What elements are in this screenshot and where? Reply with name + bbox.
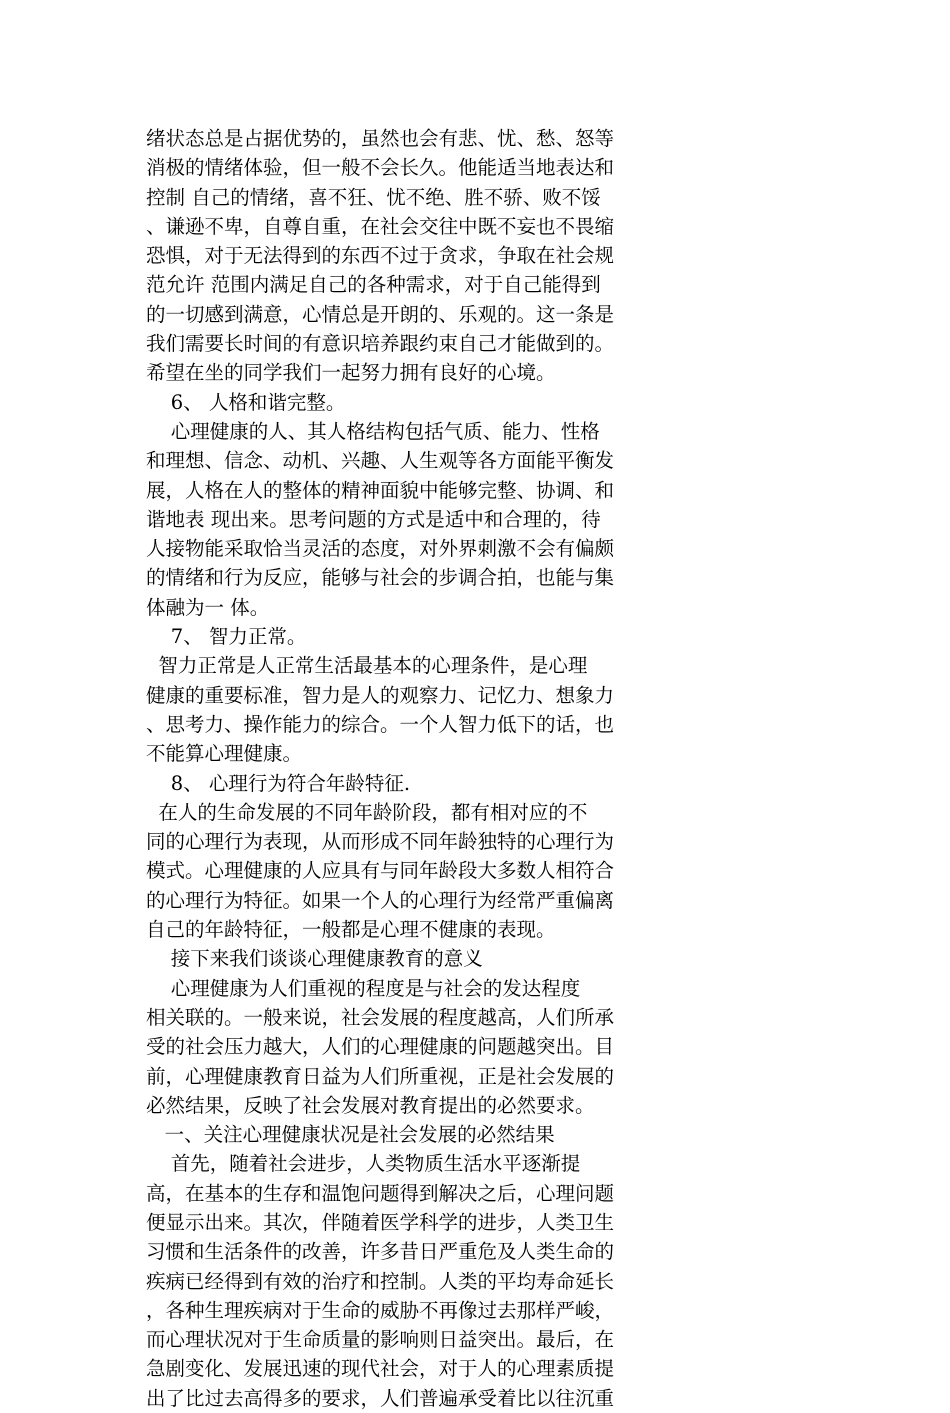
text-line: 急剧变化、发展迅速的现代社会，对于人的心理素质提 bbox=[146, 1357, 615, 1381]
text-line: 心理健康为人们重视的程度是与社会的发达程度 bbox=[146, 976, 581, 1000]
text-line: 模式。心理健康的人应具有与同年龄段大多数人相符合 bbox=[146, 859, 615, 883]
text-line: 疾病已经得到有效的治疗和控制。人类的平均寿命延长 bbox=[146, 1269, 615, 1293]
text-line: 一、关注心理健康状况是社会发展的必然结果 bbox=[146, 1123, 555, 1147]
text-line: 控制 自己的情绪，喜不狂、忧不绝、胜不骄、败不馁 bbox=[146, 185, 601, 209]
text-line: 同的心理行为表现，从而形成不同年龄独特的心理行为 bbox=[146, 830, 615, 854]
text-line: ，各种生理疾病对于生命的威胁不再像过去那样严峻， bbox=[146, 1298, 615, 1322]
text-line: 体融为一 体。 bbox=[146, 595, 270, 619]
text-line: 健康的重要标准，智力是人的观察力、记忆力、想象力 bbox=[146, 683, 615, 707]
text-line: 心理健康的人、其人格结构包括气质、能力、性格 bbox=[146, 419, 600, 443]
text-line: 高，在基本的生存和温饱问题得到解决之后，心理问题 bbox=[146, 1181, 615, 1205]
text-line: 的一切感到满意，心情总是开朗的、乐观的。这一条是 bbox=[146, 302, 615, 326]
text-line: 而心理状况对于生命质量的影响则日益突出。最后，在 bbox=[146, 1328, 615, 1352]
text-line: 在人的生命发展的不同年龄阶段，都有相对应的不 bbox=[146, 800, 588, 824]
text-line: 希望在坐的同学我们一起努力拥有良好的心境。 bbox=[146, 361, 556, 385]
text-line: 展，人格在人的整体的精神面貌中能够完整、协调、和 bbox=[146, 478, 615, 502]
text-line: 前，心理健康教育日益为人们所重视，正是社会发展的 bbox=[146, 1064, 615, 1088]
text-line: 受的社会压力越大，人们的心理健康的问题越突出。目 bbox=[146, 1035, 615, 1059]
text-line: 自己的年龄特征，一般都是心理不健康的表现。 bbox=[146, 918, 556, 942]
text-line: 接下来我们谈谈心理健康教育的意义 bbox=[146, 947, 483, 971]
text-line: 谐地表 现出来。思考问题的方式是适中和合理的，待 bbox=[146, 507, 601, 531]
text-line: 8、 心理行为符合年龄特征. bbox=[146, 771, 411, 795]
text-line: 、谦逊不卑，自尊自重，在社会交往中既不妄也不畏缩 bbox=[146, 214, 615, 238]
text-line: 恐惧，对于无法得到的东西不过于贪求，争取在社会规 bbox=[146, 244, 615, 268]
text-line: 的心理行为特征。如果一个人的心理行为经常严重偏离 bbox=[146, 888, 615, 912]
text-line: 便显示出来。其次，伴随着医学科学的进步，人类卫生 bbox=[146, 1210, 615, 1234]
text-line: 我们需要长时间的有意识培养跟约束自己才能做到的。 bbox=[146, 332, 615, 356]
document-body bbox=[146, 124, 746, 1413]
text-line: 和理想、信念、动机、兴趣、人生观等各方面能平衡发 bbox=[146, 449, 615, 473]
text-line: 6、 人格和谐完整。 bbox=[146, 390, 346, 414]
text-line: 人接物能采取恰当灵活的态度，对外界刺激不会有偏颇 bbox=[146, 537, 615, 561]
text-line: 消极的情绪体验，但一般不会长久。他能适当地表达和 bbox=[146, 156, 615, 180]
text-line: 首先，随着社会进步，人类物质生活水平逐渐提 bbox=[146, 1152, 581, 1176]
text-line: 7、 智力正常。 bbox=[146, 625, 307, 649]
text-line: 智力正常是人正常生活最基本的心理条件，是心理 bbox=[146, 654, 588, 678]
text-line: 出了比过去高得多的要求，人们普遍承受着比以往沉重 bbox=[146, 1386, 615, 1410]
text-line: 的情绪和行为反应，能够与社会的步调合拍，也能与集 bbox=[146, 566, 615, 590]
text-line: 不能算心理健康。 bbox=[146, 742, 303, 766]
text-line: 相关联的。一般来说，社会发展的程度越高，人们所承 bbox=[146, 1005, 615, 1029]
text-line: 必然结果，反映了社会发展对教育提出的必然要求。 bbox=[146, 1093, 595, 1117]
text-line: 、思考力、操作能力的综合。一个人智力低下的话，也 bbox=[146, 712, 615, 736]
text-line: 习惯和生活条件的改善，许多昔日严重危及人类生命的 bbox=[146, 1240, 615, 1264]
text-line: 范允许 范围内满足自己的各种需求，对于自己能得到 bbox=[146, 273, 601, 297]
text-line: 绪状态总是占据优势的，虽然也会有悲、忧、愁、怒等 bbox=[146, 127, 615, 150]
